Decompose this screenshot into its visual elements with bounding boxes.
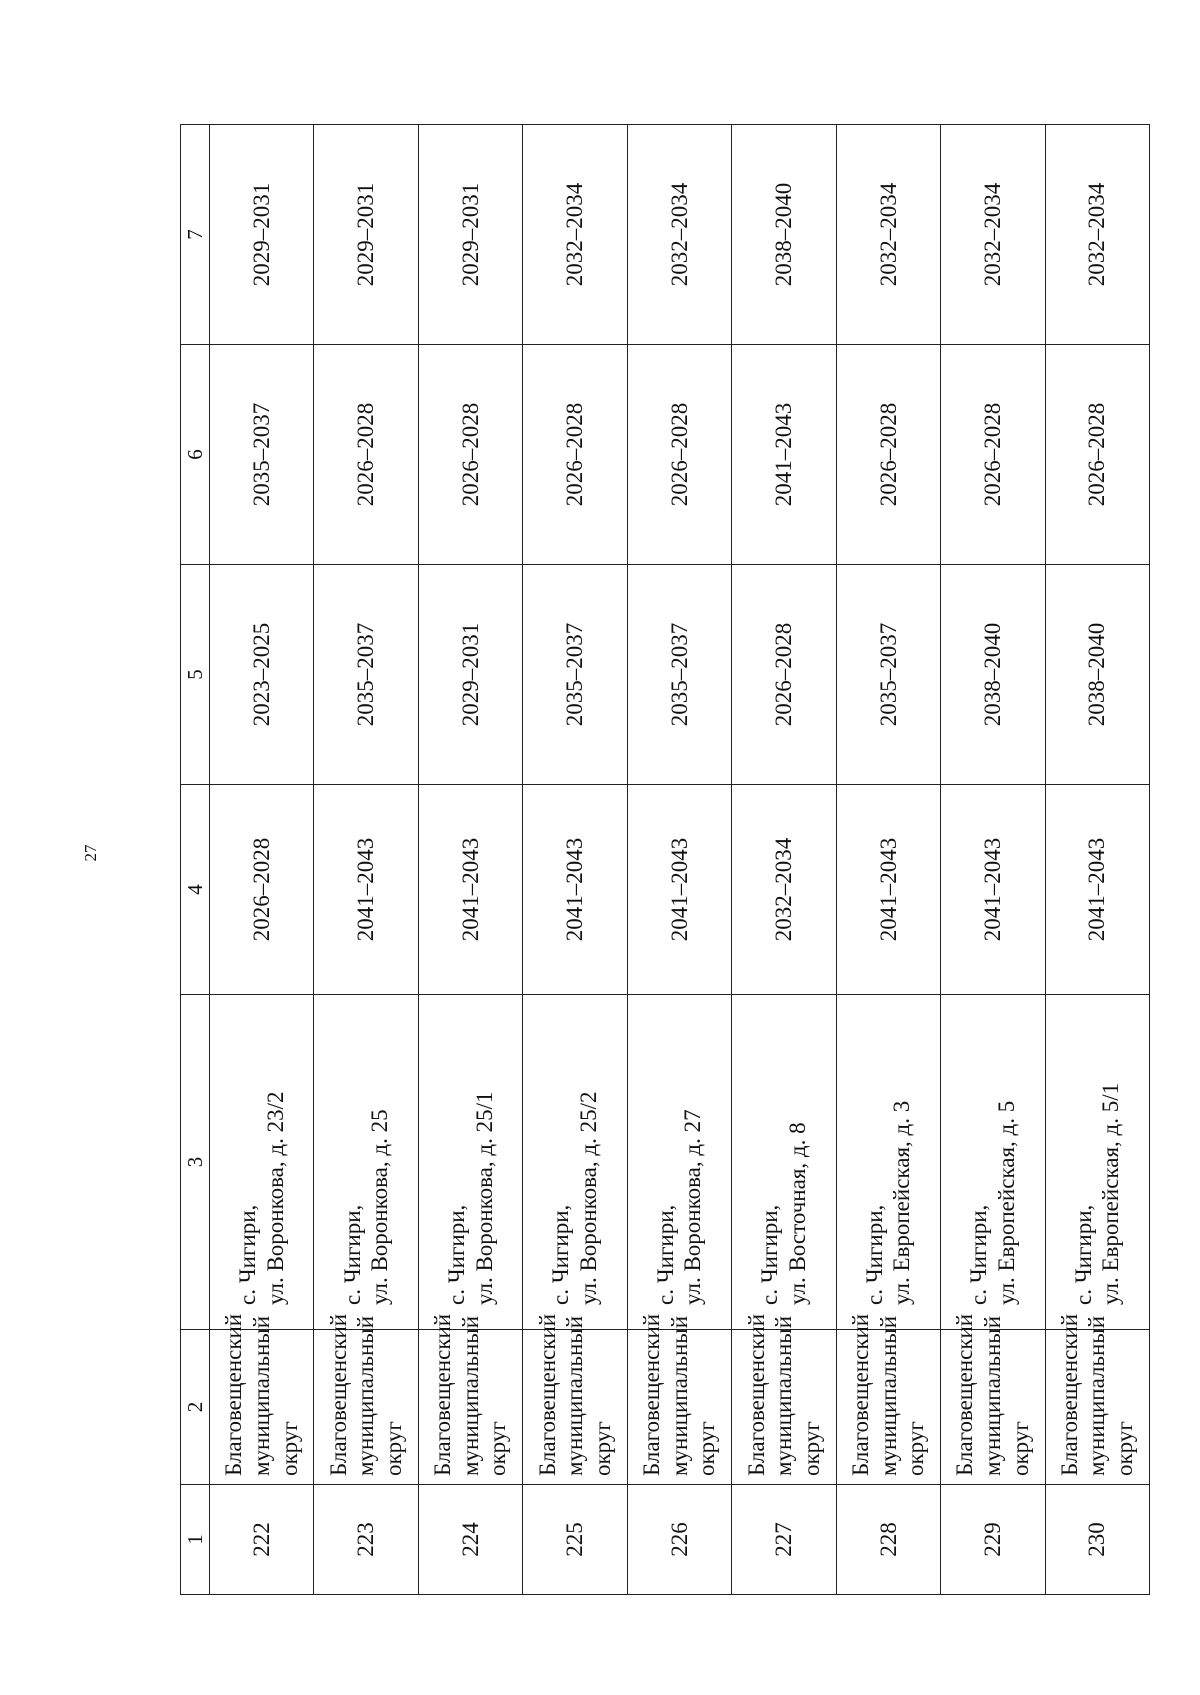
period-value: 2029–2031 xyxy=(457,622,483,727)
period-value: 2026–2028 xyxy=(562,402,588,507)
address-line: с. Чигири, xyxy=(444,1204,469,1305)
table-body xyxy=(210,125,1150,1595)
row-number-cell xyxy=(732,1485,836,1595)
table-row xyxy=(1045,125,1150,1595)
period-value: 2041–2043 xyxy=(875,837,901,942)
district-cell xyxy=(732,1313,836,1485)
period-cell-c4 xyxy=(941,785,1045,995)
district-line: Благовещенский xyxy=(1056,1313,1082,1476)
period-value: 2026–2028 xyxy=(457,402,483,507)
table-row xyxy=(418,125,522,1595)
period-cell-c4 xyxy=(836,785,940,995)
col-header: 4 xyxy=(181,785,210,995)
period-cell-c6 xyxy=(836,345,940,565)
district-cell xyxy=(836,1313,940,1485)
address-cell xyxy=(523,995,627,1330)
district-cell xyxy=(1045,1313,1150,1485)
district-line: округ xyxy=(694,1421,720,1476)
address-line: ул. Воронкова, д. 27 xyxy=(680,1109,706,1305)
row-number: 223 xyxy=(353,1522,379,1557)
period-cell-c5 xyxy=(941,565,1045,785)
period-value: 2032–2034 xyxy=(562,182,588,287)
period-value: 2029–2031 xyxy=(457,182,483,287)
address-line: с. Чигири, xyxy=(652,1204,678,1305)
col-header: 7 xyxy=(181,125,210,345)
period-value: 2038–2040 xyxy=(771,182,797,287)
table-row xyxy=(836,125,940,1595)
period-cell-c5 xyxy=(314,565,418,785)
header-row xyxy=(181,125,210,1595)
period-value: 2026–2028 xyxy=(248,837,274,942)
district-line: Благовещенский xyxy=(534,1313,560,1476)
period-value: 2041–2043 xyxy=(353,837,379,942)
period-value: 2026–2028 xyxy=(771,622,797,727)
district-line: муниципальный xyxy=(979,1315,1005,1476)
district-line: округ xyxy=(276,1421,302,1476)
period-cell-c4 xyxy=(1045,785,1150,995)
address-line: ул. Воронкова, д. 23/2 xyxy=(262,1091,288,1305)
period-cell-c4 xyxy=(732,785,836,995)
district-line: округ xyxy=(798,1421,824,1476)
col-header: 2 xyxy=(181,1330,210,1485)
period-cell-c6 xyxy=(941,345,1045,565)
period-cell-c7 xyxy=(732,125,836,345)
address-line: ул. Воронкова, д. 25/2 xyxy=(576,1091,602,1305)
district-cell xyxy=(314,1313,418,1485)
period-value: 2038–2040 xyxy=(979,622,1005,727)
district-line: муниципальный xyxy=(457,1315,483,1476)
district-line: Благовещенский xyxy=(847,1313,873,1476)
table-row xyxy=(210,125,314,1595)
period-cell-c4 xyxy=(210,785,314,995)
col-header: 6 xyxy=(181,345,210,565)
row-number: 222 xyxy=(248,1522,274,1557)
address-line: с. Чигири, xyxy=(861,1204,887,1305)
address-cell xyxy=(314,995,418,1330)
period-value: 2035–2037 xyxy=(562,622,588,727)
district-line: округ xyxy=(589,1421,615,1476)
period-cell-c4 xyxy=(418,785,522,995)
period-cell-c7 xyxy=(523,125,627,345)
period-cell-c7 xyxy=(1045,125,1150,345)
period-cell-c7 xyxy=(627,125,731,345)
district-line: муниципальный xyxy=(875,1315,901,1476)
district-cell xyxy=(941,1313,1045,1485)
district-line: муниципальный xyxy=(666,1315,692,1476)
row-number: 229 xyxy=(979,1522,1005,1557)
row-number: 225 xyxy=(562,1522,588,1557)
address-line: ул. Европейская, д. 5 xyxy=(993,1100,1019,1305)
period-value: 2041–2043 xyxy=(1084,837,1110,942)
period-cell-c6 xyxy=(418,345,522,565)
address-line: с. Чигири, xyxy=(1070,1204,1096,1305)
period-cell-c6 xyxy=(1045,345,1150,565)
period-cell-c6 xyxy=(314,345,418,565)
period-cell-c5 xyxy=(523,565,627,785)
col-header: 1 xyxy=(181,1485,210,1595)
period-cell-c7 xyxy=(418,125,522,345)
row-number-cell xyxy=(1045,1485,1150,1595)
period-value: 2026–2028 xyxy=(353,402,379,507)
period-value: 2032–2034 xyxy=(979,182,1005,287)
row-number-cell xyxy=(418,1485,522,1595)
district-line: округ xyxy=(380,1421,406,1476)
district-line: муниципальный xyxy=(353,1315,379,1476)
period-cell-c7 xyxy=(941,125,1045,345)
table-row xyxy=(314,125,418,1595)
col-header: 5 xyxy=(181,565,210,785)
district-line: округ xyxy=(1007,1421,1033,1476)
table-row xyxy=(732,125,836,1595)
district-line: Благовещенский xyxy=(221,1313,247,1476)
row-number-cell xyxy=(523,1485,627,1595)
address-line: ул. Европейская, д. 3 xyxy=(889,1100,915,1305)
period-value: 2038–2040 xyxy=(1084,622,1110,727)
row-number-cell xyxy=(941,1485,1045,1595)
period-value: 2029–2031 xyxy=(353,182,379,287)
period-value: 2026–2028 xyxy=(666,402,692,507)
district-line: муниципальный xyxy=(771,1315,797,1476)
district-line: муниципальный xyxy=(1084,1315,1110,1476)
period-cell-c4 xyxy=(627,785,731,995)
address-line: с. Чигири, xyxy=(235,1204,261,1305)
row-number-cell xyxy=(836,1485,940,1595)
period-value: 2035–2037 xyxy=(666,622,692,727)
period-value: 2029–2031 xyxy=(248,182,274,287)
period-cell-c7 xyxy=(836,125,940,345)
period-cell-c6 xyxy=(732,345,836,565)
row-number-cell xyxy=(210,1485,314,1595)
row-number-cell xyxy=(314,1485,418,1595)
table-row xyxy=(941,125,1045,1595)
period-value: 2032–2034 xyxy=(771,837,797,942)
period-cell-c5 xyxy=(418,565,522,785)
period-value: 2032–2034 xyxy=(1084,182,1110,287)
schedule-table xyxy=(180,124,1150,1595)
row-number: 224 xyxy=(457,1522,483,1557)
address-cell xyxy=(418,995,522,1330)
address-cell xyxy=(941,995,1045,1330)
address-cell xyxy=(836,995,940,1330)
period-cell-c7 xyxy=(314,125,418,345)
row-number: 226 xyxy=(666,1522,692,1557)
address-cell xyxy=(732,995,836,1330)
page-number: 27 xyxy=(81,844,100,862)
district-line: округ xyxy=(903,1421,929,1476)
period-cell-c6 xyxy=(210,345,314,565)
address-cell xyxy=(627,995,731,1330)
district-line: Благовещенский xyxy=(639,1313,665,1476)
period-cell-c6 xyxy=(523,345,627,565)
row-number: 227 xyxy=(771,1522,797,1557)
period-cell-c6 xyxy=(627,345,731,565)
row-number: 228 xyxy=(875,1522,901,1557)
address-line: ул. Воронкова, д. 25/1 xyxy=(471,1091,497,1305)
period-cell-c7 xyxy=(210,125,314,345)
district-cell xyxy=(210,1313,314,1485)
district-line: Благовещенский xyxy=(325,1313,351,1476)
address-line: с. Чигири, xyxy=(339,1204,365,1305)
period-cell-c4 xyxy=(523,785,627,995)
period-cell-c5 xyxy=(627,565,731,785)
address-line: ул. Воронкова, д. 25 xyxy=(367,1109,393,1305)
district-line: муниципальный xyxy=(248,1315,274,1476)
row-number-cell xyxy=(627,1485,731,1595)
period-value: 2041–2043 xyxy=(562,837,588,942)
period-cell-c5 xyxy=(1045,565,1150,785)
address-line: с. Чигири, xyxy=(966,1204,992,1305)
period-value: 2026–2028 xyxy=(979,402,1005,507)
district-line: Благовещенский xyxy=(430,1313,456,1476)
period-value: 2035–2037 xyxy=(248,402,274,507)
district-line: Благовещенский xyxy=(743,1313,769,1476)
district-cell xyxy=(418,1313,522,1485)
period-cell-c5 xyxy=(210,565,314,785)
period-value: 2035–2037 xyxy=(875,622,901,727)
address-line: ул. Восточная, д. 8 xyxy=(784,1122,810,1305)
district-line: муниципальный xyxy=(562,1315,588,1476)
period-value: 2023–2025 xyxy=(248,622,274,727)
address-line: ул. Европейская, д. 5/1 xyxy=(1098,1082,1124,1305)
period-value: 2035–2037 xyxy=(353,622,379,727)
address-cell xyxy=(1045,995,1150,1330)
row-number: 230 xyxy=(1084,1522,1110,1557)
col-header: 3 xyxy=(181,995,210,1330)
table-row xyxy=(523,125,627,1595)
period-value: 2041–2043 xyxy=(979,837,1005,942)
period-value: 2026–2028 xyxy=(1084,402,1110,507)
district-line: Благовещенский xyxy=(952,1313,978,1476)
period-cell-c4 xyxy=(314,785,418,995)
district-line: округ xyxy=(1112,1421,1138,1476)
address-cell xyxy=(210,995,314,1330)
period-value: 2041–2043 xyxy=(457,837,483,942)
district-cell xyxy=(523,1313,627,1485)
period-cell-c5 xyxy=(732,565,836,785)
period-value: 2026–2028 xyxy=(875,402,901,507)
table-row xyxy=(627,125,731,1595)
period-value: 2041–2043 xyxy=(666,837,692,942)
address-line: с. Чигири, xyxy=(548,1204,574,1305)
address-line: с. Чигири, xyxy=(757,1204,783,1305)
district-cell xyxy=(627,1313,731,1485)
period-cell-c5 xyxy=(836,565,940,785)
period-value: 2032–2034 xyxy=(666,182,692,287)
period-value: 2041–2043 xyxy=(771,402,797,507)
district-line: округ xyxy=(485,1421,511,1476)
rotated-table-container xyxy=(180,125,1150,1595)
period-value: 2032–2034 xyxy=(875,182,901,287)
